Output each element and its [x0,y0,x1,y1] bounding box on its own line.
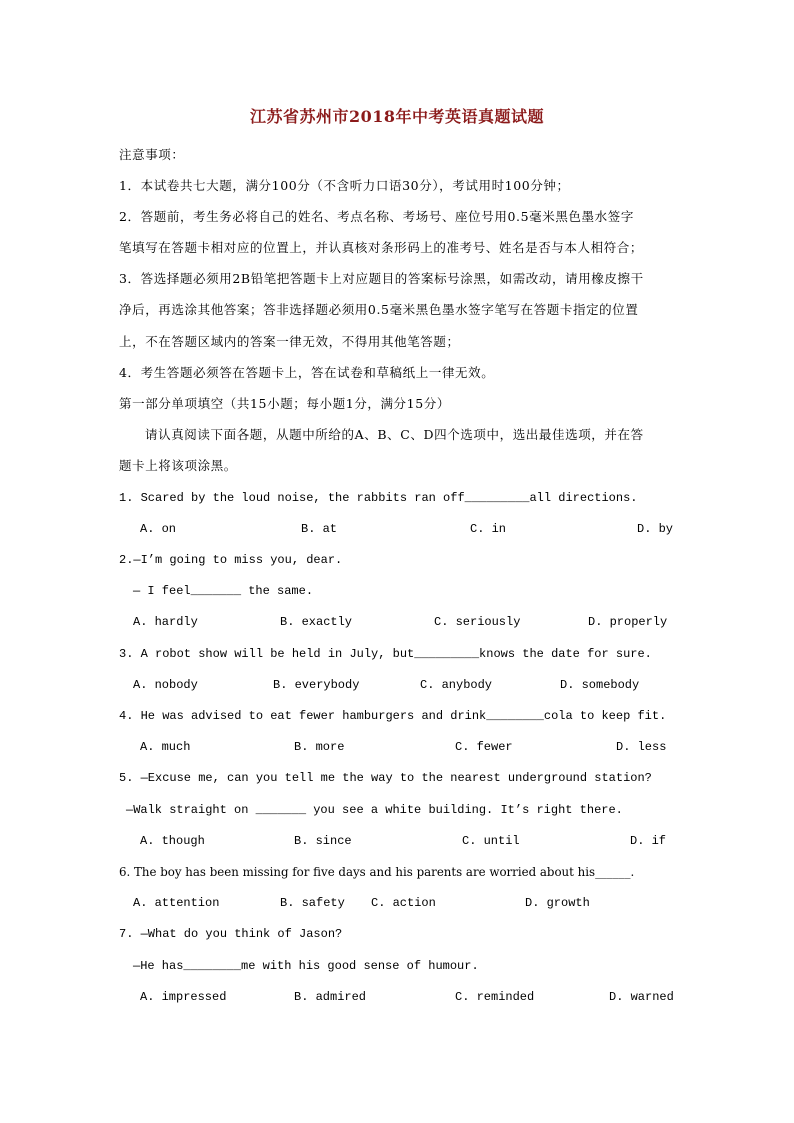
question-2-option-c: C. seriously [434,615,521,629]
note-4: 4．考生答题必须答在答题卡上，答在试卷和草稿纸上一律无效。 [119,365,495,380]
question-7-option-c: C. reminded [455,990,535,1004]
note-3-line-2: 净后，再选涂其他答案；答非选择题必须用0.5毫米黑色墨水签字笔写在答题卡指定的位置 [119,302,639,317]
question-1-option-b: B. at [301,522,338,536]
question-7-stem-line-1: 7. —What do you think of Jason? [119,927,343,941]
note-2-line-2: 笔填写在答题卡相对应的位置上，并认真核对条形码上的准考号、姓名是否与本人相符合； [119,240,644,255]
page-title: 江苏省苏州市2018年中考英语真题试题 [249,107,545,126]
question-6-option-c: C. action [371,896,436,910]
question-2-option-a: A. hardly [133,615,198,629]
question-7-stem-line-2: —He has________me with his good sense of humour. [133,959,479,973]
question-2-stem-line-2: — I feel_______ the same. [133,584,314,598]
note-1: 1．本试卷共七大题，满分100分（不含听力口语30分），考试用时100分钟； [119,178,570,193]
question-5-option-d: D. if [630,834,667,848]
part1-heading: 第一部分单项填空（共15小题；每小题1分，满分15分） [119,396,450,411]
question-4-option-c: C. fewer [455,740,513,754]
question-5-stem-line-1: 5. —Excuse me, can you tell me the way to the nearest underground station? [119,771,652,785]
note-3-line-1: 3．答选择题必须用2B铅笔把答题卡上对应题目的答案标号涂黑，如需改动，请用橡皮擦干 [119,271,644,286]
question-6-option-a: A. attention [133,896,220,910]
question-1-option-a: A. on [140,522,177,536]
question-3-option-d: D. somebody [560,678,640,692]
question-4-option-d: D. less [616,740,667,754]
part1-instruction-line-2: 题卡上将该项涂黑。 [119,458,237,473]
question-2-option-b: B. exactly [280,615,353,629]
part1-instruction-line-1: 请认真阅读下面各题，从题中所给的A、B、C、D四个选项中，选出最佳选项，并在答 [145,427,644,442]
question-6-option-d: D. growth [525,896,590,910]
question-1-option-d: D. by [637,522,674,536]
question-4-stem: 4. He was advised to eat fewer hamburgers and drink________cola to keep fit. [119,709,667,723]
question-6-option-b: B. safety [280,896,345,910]
question-7-option-d: D. warned [609,990,674,1004]
question-5-option-b: B. since [294,834,352,848]
question-6-stem: 6. The boy has been missing for five days and his parents are worried about his______. [119,865,635,879]
question-2-stem-line-1: 2.—I’m going to miss you, dear. [119,553,343,567]
question-4-option-b: B. more [294,740,345,754]
question-3-stem: 3. A robot show will be held in July, but_________knows the date for sure. [119,647,652,661]
note-2-line-1: 2．答题前，考生务必将自己的姓名、考点名称、考场号、座位号用0.5毫米黑色墨水签字 [119,209,634,224]
question-4-option-a: A. much [140,740,191,754]
question-5-stem-line-2: —Walk straight on _______ you see a white building. It’s right there. [126,803,623,817]
notes-heading: 注意事项： [119,147,185,162]
question-5-option-c: C. until [462,834,520,848]
note-3-line-3: 上，不在答题区域内的答案一律无效，不得用其他笔答题； [119,334,460,349]
question-7-option-a: A. impressed [140,990,227,1004]
question-5-option-a: A. though [140,834,205,848]
question-1-stem: 1. Scared by the loud noise, the rabbits ran off_________all directions. [119,491,638,505]
question-3-option-b: B. everybody [273,678,360,692]
question-3-option-a: A. nobody [133,678,198,692]
question-7-option-b: B. admired [294,990,367,1004]
question-3-option-c: C. anybody [420,678,493,692]
question-1-option-c: C. in [470,522,507,536]
question-2-option-d: D. properly [588,615,668,629]
